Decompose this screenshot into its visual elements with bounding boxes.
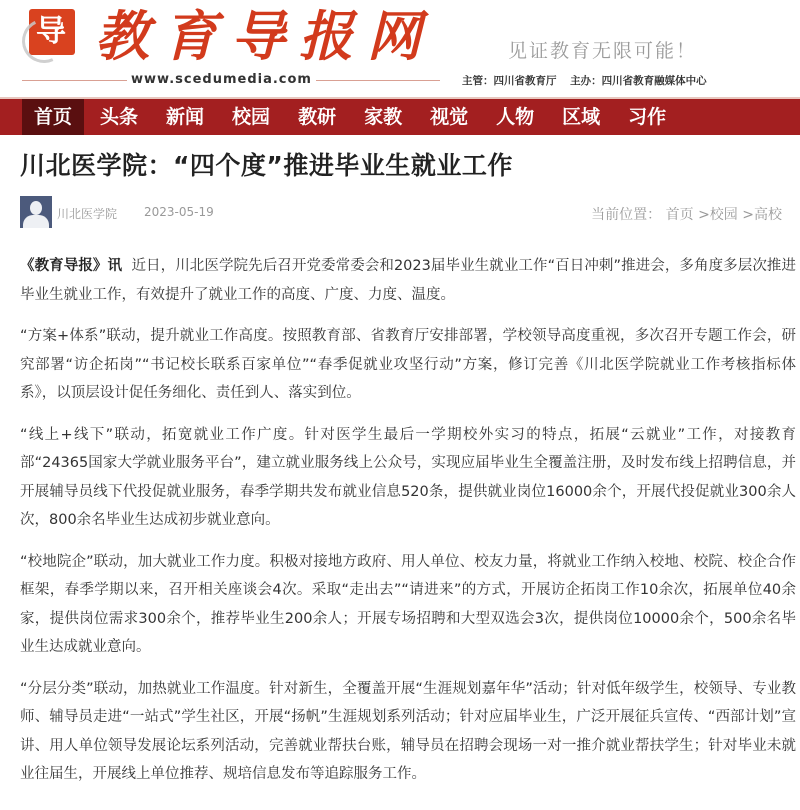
article-author: 川北医学院	[57, 207, 118, 221]
article-paragraph: “线上+线下”联动，拓宽就业工作广度。针对医学生最后一学期校外实习的特点，拓展“云就业”工作，对接教育部“24365国家大学就业服务平台”，建立就业服务线上公众号，实现应届毕业生全覆盖注册，及时发布线上招聘信息，并开展辅导员线下代投促就业服务，春季学期共发布就业信息520条，提供就业岗位16000余个，开展代投促就业300余人次，800余名毕业生达成初步就业意向。	[20, 426, 796, 528]
sponsor-text: 主办：四川省教育融媒体中心	[570, 75, 707, 87]
avatar-body	[23, 215, 49, 228]
site-name[interactable]: 教育导报网	[95, 4, 435, 68]
article-paragraph: “方案+体系”联动，提升就业工作高度。按照教育部、省教育厅安排部署，学校领导高度重视，多次召开专题工作会，研究部署“访企拓岗”“书记校长联系百家单位”“春季促就业攻坚行动”方案，修订完善《川北医学院就业工作考核指标体系》，以顶层设计促任务细化、责任到人、落实到位。	[20, 328, 796, 401]
nav-item-visual[interactable]: 视觉	[430, 106, 469, 128]
site-header	[0, 0, 800, 95]
article-paragraph	[20, 252, 796, 309]
avatar-head	[30, 201, 42, 215]
nav-item-writing[interactable]: 习作	[628, 106, 667, 128]
nav-item-news[interactable]: 新闻	[166, 106, 205, 128]
breadcrumb	[591, 204, 782, 224]
nav-item-people[interactable]: 人物	[496, 106, 535, 128]
breadcrumb-universities[interactable]: >高校	[742, 207, 782, 223]
site-url-row	[22, 70, 440, 90]
article-date: 2023-05-19	[144, 205, 214, 219]
logo-glyph: 导	[36, 14, 66, 49]
article-meta	[20, 196, 790, 230]
lead-source: 《教育导报》讯	[20, 258, 123, 274]
article-paragraph: “分层分类”联动，加热就业工作温度。针对新生，全覆盖开展“生涯规划嘉年华”活动；针对低年级学生，校领导、专业教师、辅导员走进“一站式”学生社区，开展“扬帆”生涯规划系列活动；针对应届毕业生，广泛开展征兵宣传、“西部计划”宣讲、用人单位领导发展论坛系列活动，完善就业帮扶台账，辅导员在招聘会现场一对一推介就业帮扶学生；针对毕业未就业往届生，开展线上单位推荐、规培信息发布等追踪服务工作。	[20, 680, 796, 782]
nav-item-home[interactable]: 首页	[22, 99, 84, 135]
breadcrumb-prefix: 当前位置：	[591, 207, 662, 223]
article-title: 川北医学院：“四个度”推进毕业生就业工作	[20, 151, 513, 180]
main-nav	[0, 99, 800, 135]
nav-item-headlines[interactable]: 头条	[100, 106, 139, 128]
supervisor-text: 主管：四川省教育厅	[462, 75, 557, 87]
article-paragraph: “校地院企”联动，加大就业工作力度。积极对接地方政府、用人单位、校友力量，将就业工作纳入校地、校院、校企合作框架，春季学期以来，召开相关座谈会4次。采取“走出去”“请进来”的方式，开展访企拓岗工作10余次，拓展单位40余家，提供岗位需求300余个，推荐毕业生200余人；开展专场招聘和大型双选会3次，提供岗位10000余个，500余名毕业生达成就业意向。	[20, 553, 796, 655]
nav-item-campus[interactable]: 校园	[232, 106, 271, 128]
nav-item-family-education[interactable]: 家教	[364, 106, 403, 128]
site-slogan: 见证教育无限可能！	[508, 40, 698, 62]
nav-item-research[interactable]: 教研	[298, 106, 337, 128]
site-logo-icon[interactable]	[24, 7, 79, 62]
site-url: www.scedumedia.com	[127, 70, 316, 90]
nav-item-region[interactable]: 区域	[562, 106, 601, 128]
breadcrumb-campus[interactable]: >校园	[698, 207, 738, 223]
article-body	[20, 252, 796, 802]
paragraph-text: 近日，川北医学院先后召开党委常委会和2023届毕业生就业工作“百日冲刺”推进会，多角度多层次推进毕业生就业工作，有效提升了就业工作的高度、广度、力度、温度。	[20, 258, 797, 303]
sponsor-info	[462, 73, 717, 88]
author-avatar-icon	[20, 196, 52, 228]
breadcrumb-home[interactable]: 首页	[665, 207, 694, 223]
